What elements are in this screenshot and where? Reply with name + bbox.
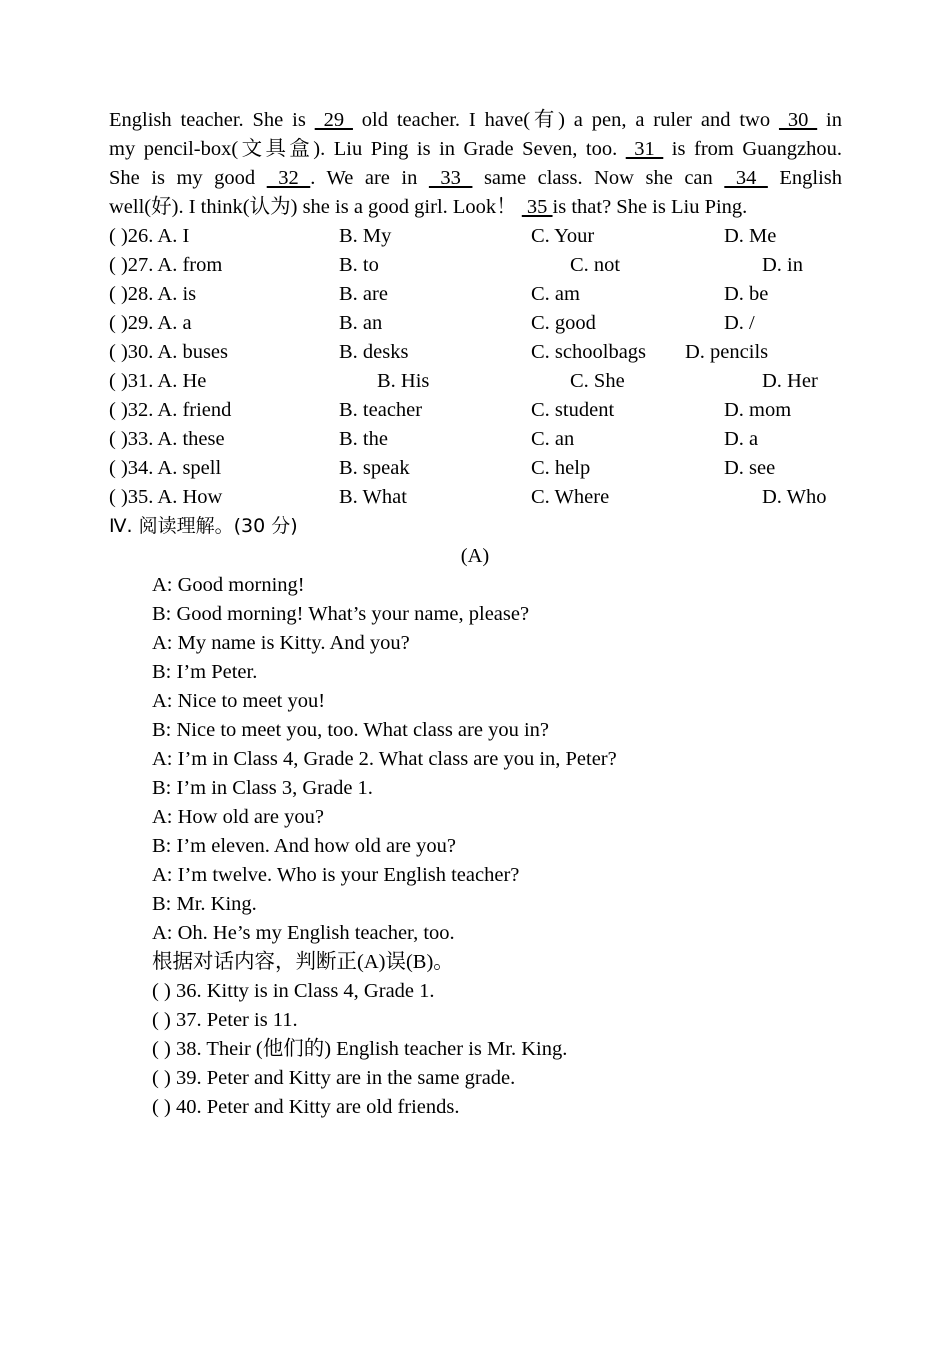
judgement-item [152,1006,567,1035]
dialogue [152,571,617,948]
blank-30: 30 [778,109,818,131]
question-number-and-option-a: ( )31. A. He [109,370,207,392]
judgement-text: 39. Peter and Kitty are in the same grade. [176,1067,516,1089]
text: well(好). I think(认为) she is a good girl. Look！ [109,196,522,218]
blank-29: 29 [314,109,353,131]
text: is that? She is Liu Ping. [552,196,748,218]
text: She is my good [109,167,267,189]
question-number-and-option-a: ( )26. A. I [109,225,190,247]
dialogue-line: A: My name is Kitty. And you? [152,632,410,654]
dialogue-line: A: Nice to meet you! [152,690,326,712]
blank-32: 32 [266,167,311,189]
option-b: B. the [339,428,388,450]
question-row [109,280,849,309]
question-number-and-option-a: ( )35. A. How [109,486,223,508]
text: my pencil-box(文具盒). Liu Ping is in Grade Seven, too. [109,138,626,160]
option-c: C. schoolbags [531,341,647,363]
blank-31: 31 [625,138,664,160]
judgement-text: 37. Peter is 11. [176,1009,298,1031]
answer-paren: ( ) [152,980,171,1002]
option-c: C. help [531,457,591,479]
answer-paren: ( ) [152,1096,171,1118]
option-d: D. in [762,254,803,276]
answer-paren: ( ) [152,1009,171,1031]
answer-paren: ( ) [152,1067,171,1089]
question-row [109,483,849,512]
option-d: D. Me [724,225,777,247]
section-heading: Ⅳ. 阅读理解。(30 分) [109,515,298,537]
question-number-and-option-a: ( )33. A. these [109,428,225,450]
option-b: B. are [339,283,388,305]
text: English teacher. She is [109,109,315,131]
text: . We are in [310,167,429,189]
option-c: C. Your [531,225,595,247]
option-d: D. / [724,312,755,334]
question-number-and-option-a: ( )29. A. a [109,312,192,334]
question-number-and-option-a: ( )34. A. spell [109,457,222,479]
option-b: B. My [339,225,392,247]
option-c: C. She [570,370,625,392]
option-c: C. not [570,254,621,276]
option-c: C. am [531,283,580,305]
question-row [109,454,849,483]
question-number-and-option-a: ( )30. A. buses [109,341,229,363]
cloze-paragraph [109,106,842,222]
blank-34: 34 [724,167,768,189]
paragraph-line [109,164,842,193]
paragraph-line [109,193,842,222]
dialogue-line: B: Nice to meet you, too. What class are you in? [152,719,549,741]
option-d: D. Her [762,370,818,392]
option-c: C. an [531,428,575,450]
passage-label: (A) [460,545,490,567]
question-row [109,425,849,454]
option-c: C. Where [531,486,610,508]
option-b: B. His [377,370,430,392]
question-row [109,367,849,396]
option-d: D. see [724,457,776,479]
option-b: B. an [339,312,383,334]
option-b: B. to [339,254,379,276]
question-row [109,396,849,425]
judgement-text: 36. Kitty is in Class 4, Grade 1. [176,980,435,1002]
question-number-and-option-a: ( )27. A. from [109,254,223,276]
option-d: D. mom [724,399,792,421]
option-b: B. speak [339,457,410,479]
text: English [767,167,843,189]
option-d: D. a [724,428,759,450]
judgement-text: 38. Their (他们的) English teacher is Mr. King. [176,1038,568,1060]
dialogue-line: B: I’m in Class 3, Grade 1. [152,777,373,799]
dialogue-line: A: Good morning! [152,574,305,596]
dialogue-line: A: I’m in Class 4, Grade 2. What class are you in, Peter? [152,748,617,770]
dialogue-line: B: Good morning! What’s your name, please? [152,603,530,625]
text: old teacher. I have(有) a pen, a ruler and two [352,109,779,131]
option-d: D. pencils [685,341,769,363]
option-c: C. student [531,399,615,421]
paragraph-line [109,135,842,164]
paragraph-line [109,106,842,135]
judgement-item [152,1093,567,1122]
blank-33: 33 [428,167,473,189]
instruction: 根据对话内容，判断正(A)误(B)。 [152,951,454,973]
question-row [109,251,849,280]
dialogue-line: B: Mr. King. [152,893,257,915]
question-row [109,309,849,338]
option-b: B. What [339,486,407,508]
judgement-text: 40. Peter and Kitty are old friends. [176,1096,460,1118]
question-number-and-option-a: ( )32. A. friend [109,399,232,421]
judgement-item [152,1064,567,1093]
true-false-questions [152,977,567,1122]
choice-questions [109,222,849,512]
question-row [109,338,849,367]
option-b: B. teacher [339,399,423,421]
dialogue-line: A: I’m twelve. Who is your English teacher? [152,864,520,886]
dialogue-line: B: I’m eleven. And how old are you? [152,835,457,857]
judgement-item [152,1035,567,1064]
dialogue-line: B: I’m Peter. [152,661,258,683]
text: is from Guangzhou. [663,138,842,160]
option-d: D. Who [762,486,827,508]
question-row [109,222,849,251]
option-b: B. desks [339,341,409,363]
option-d: D. be [724,283,769,305]
option-c: C. good [531,312,596,334]
question-number-and-option-a: ( )28. A. is [109,283,197,305]
answer-paren: ( ) [152,1038,171,1060]
text: same class. Now she can [472,167,725,189]
text: in [817,109,842,131]
judgement-item [152,977,567,1006]
dialogue-line: A: Oh. He’s my English teacher, too. [152,922,455,944]
dialogue-line: A: How old are you? [152,806,324,828]
blank-35: 35 [521,196,553,218]
